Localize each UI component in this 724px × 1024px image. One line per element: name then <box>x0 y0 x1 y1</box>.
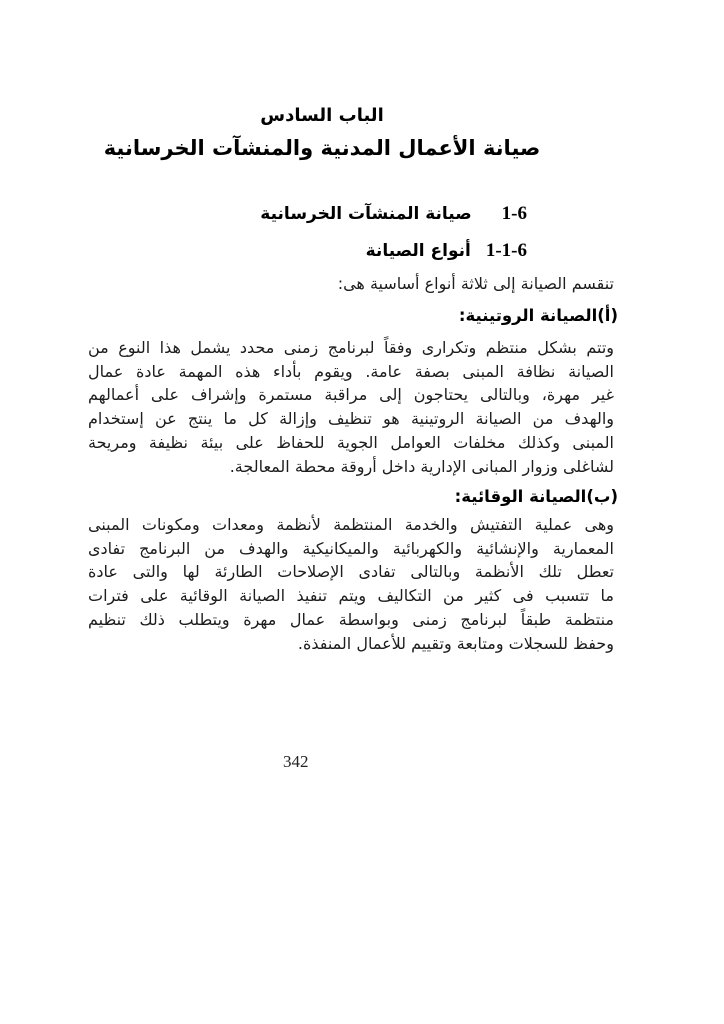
paragraph-a-line: والهدف من الصيانة الروتينية هو تنظيف وإزالة كل ما ينتج عن إستخدام <box>88 409 614 429</box>
paragraph-a <box>88 336 614 478</box>
paragraph-a-line: الصيانة نظافة المبنى بصفة عامة. ويقوم بأداء هذه المهمة عادة عمال <box>88 361 614 381</box>
subsection-b-label: (ب)الصيانة الوقائية: <box>454 487 618 506</box>
section-heading-6-1 <box>260 203 527 225</box>
paragraph-b-line: ما تتسبب فى كثير من التكاليف ويتم تنفيذ الصيانة الوقائية على فترات <box>88 586 614 606</box>
paragraph-b-line: المعمارية والإنشائية والكهربائية والميكانيكية والهدف من البرنامج تفادى <box>88 538 614 558</box>
section-number-6-1-1: 1-1-6 <box>485 240 527 261</box>
chapter-title: الباب السادس <box>260 105 384 126</box>
paragraph-b-line: منتظمة طبقاً لبرنامج زمنى وبواسطة عمال مهرة ويتطلب ذلك تنظيم <box>88 609 614 629</box>
section-heading-6-1-1 <box>366 240 527 262</box>
page-number: 342 <box>283 752 309 771</box>
chapter-subtitle: صيانة الأعمال المدنية والمنشآت الخرسانية <box>103 136 541 160</box>
section-title-6-1: صيانة المنشآت الخرسانية <box>260 204 472 224</box>
section-number-6-1: 1-6 <box>501 203 527 224</box>
paragraph-b <box>88 513 614 655</box>
subsection-a-label: (أ)الصيانة الروتينية: <box>458 306 618 325</box>
section-title-6-1-1: أنواع الصيانة <box>365 241 471 261</box>
paragraph-b-line: وهى عملية التفتيش والخدمة المنتظمة لأنظمة ومعدات ومكونات المبنى <box>88 515 614 534</box>
paragraph-a-line: المبنى وكذلك مخلفات العوامل الجوية للحفاظ على بيئة نظيفة ومريحة <box>88 432 614 452</box>
paragraph-a-line: وتتم بشكل منتظم وتكرارى وفقاً لبرنامج زمنى محدد يشمل هذا النوع من <box>88 338 614 357</box>
paragraph-a-line: غير مهرة، وبالتالى يحتاجون إلى مراقبة مستمرة وإشراف على أعمالهم <box>88 385 614 405</box>
intro-text: تنقسم الصيانة إلى ثلاثة أنواع أساسية هى: <box>337 274 614 293</box>
paragraph-b-line: وحفظ للسجلات ومتابعة وتقييم للأعمال المنفذة. <box>297 633 614 653</box>
paragraph-a-line: لشاغلى وزوار المبانى الإدارية داخل أروقة محطة المعالجة. <box>229 456 614 476</box>
paragraph-b-line: تعطل تلك الأنظمة وبالتالى تفادى الإصلاحات الطارئة لها والتى عادة <box>88 562 614 582</box>
chapter-header <box>60 102 584 164</box>
